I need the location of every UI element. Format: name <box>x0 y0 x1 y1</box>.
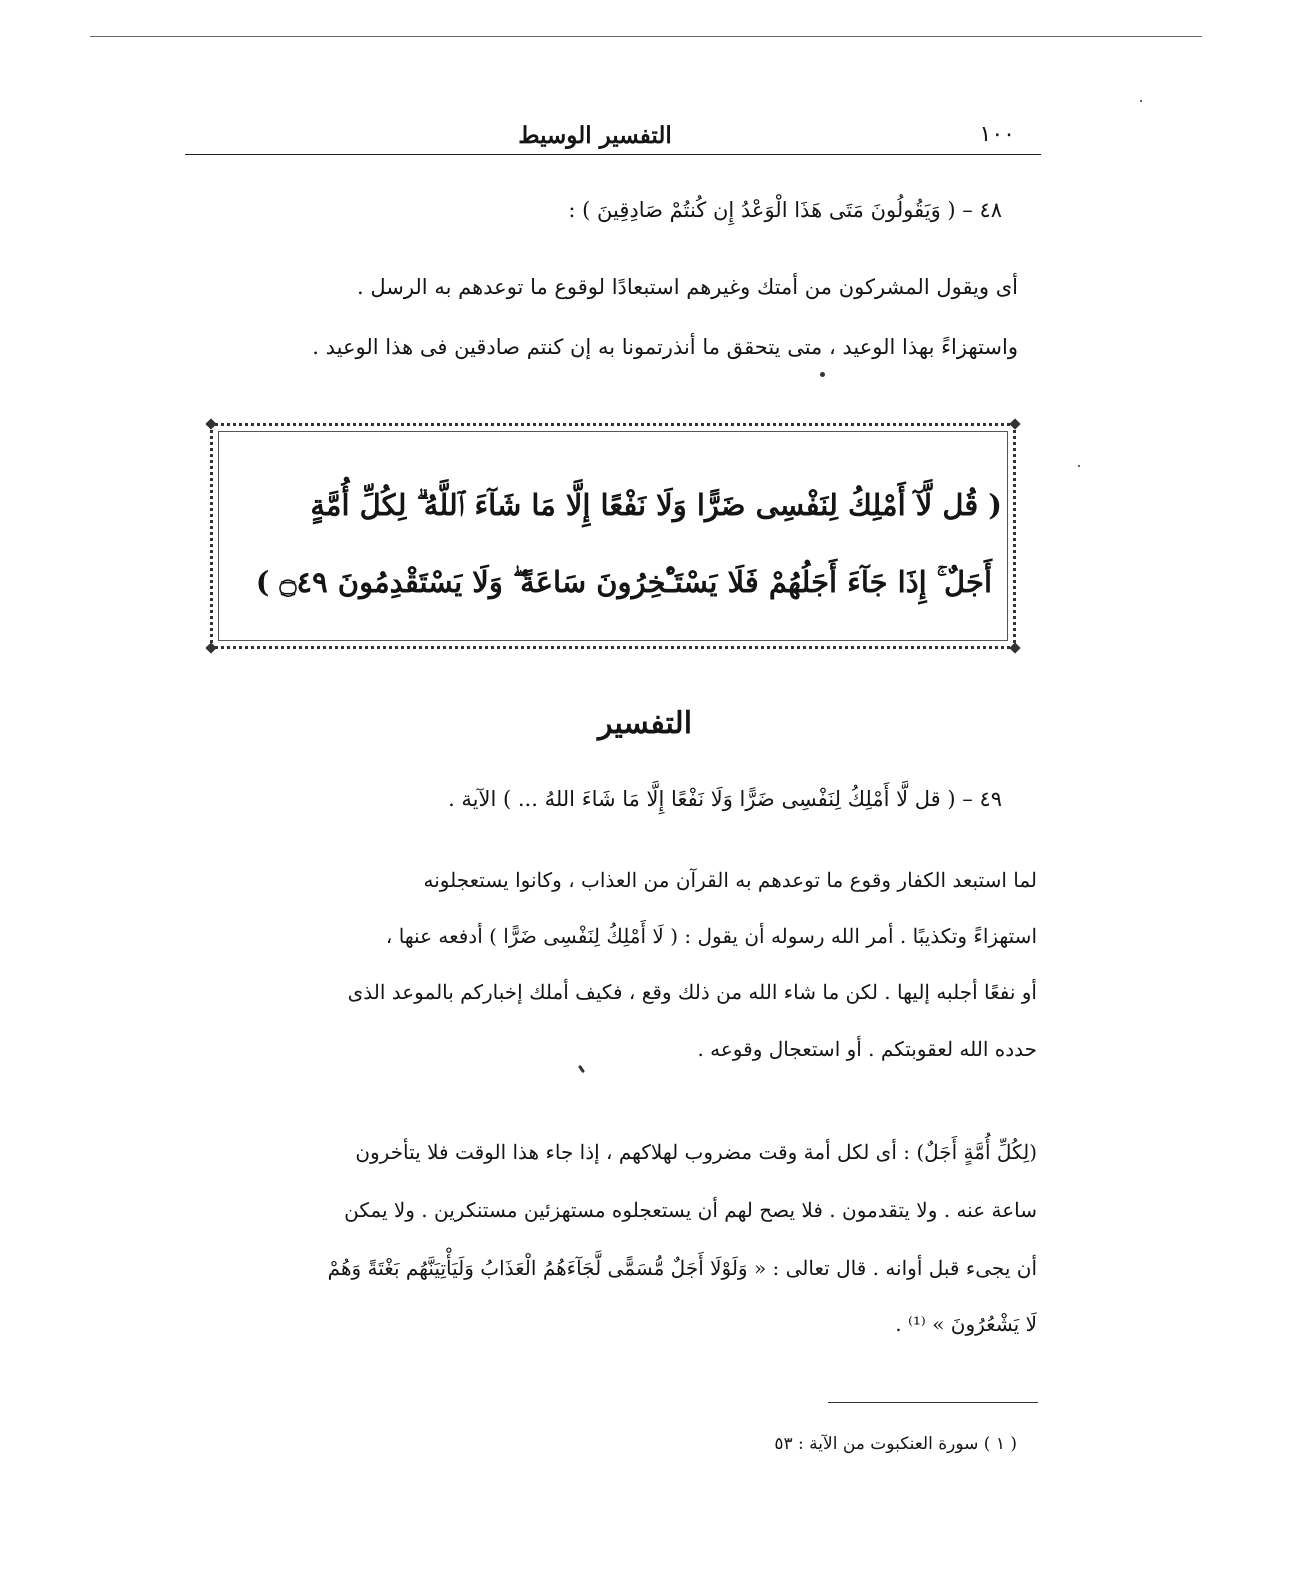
scan-speck <box>578 1065 585 1073</box>
running-title: التفسير الوسيط <box>518 122 672 149</box>
paragraph-2-line-2: ساعة عنه . ولا يتقدمون . فلا يصح لهم أن يستعجلوه مستهزئين مستنكرين . ولا يمكن <box>344 1198 1037 1222</box>
frame-corner-ornament <box>205 418 216 429</box>
verse-48-commentary-line-2: واستهزاءً بهذا الوعيد ، متى يتحقق ما أنذرتمونا به إن كنتم صادقين فى هذا الوعيد . <box>312 335 1018 359</box>
paragraph-1-line-1: لما استبعد الكفار وقوع ما توعدهم به القرآن من العذاب ، وكانوا يستعجلونه <box>423 868 1037 892</box>
page-number: ١٠٠ <box>979 122 1015 147</box>
scan-speck <box>820 372 825 377</box>
verse-48-commentary-line-1: أى ويقول المشركون من أمتك وغيرهم استبعادًا لوقوع ما توعدهم به الرسل . <box>356 275 1018 299</box>
scan-speck <box>1078 465 1080 467</box>
paragraph-2-line-1: (لِكُلِّ أُمَّةٍ أَجَلٌ) : أى لكل أمة وقت مضروب لهلاكهم ، إذا جاء هذا الوقت فلا يتأخرون <box>355 1140 1037 1164</box>
verse-48-heading: ٤٨ – ( وَيَقُولُونَ مَتَى هَذَا الْوَعْدُ إِن كُنتُمْ صَادِقِينَ ) : <box>568 198 1002 222</box>
frame-corner-ornament <box>1009 418 1020 429</box>
quran-verse-line-2: أَجَلٌ ۚ إِذَا جَآءَ أَجَلُهُمْ فَلَا يَسْتَـْٔخِرُونَ سَاعَةً ۖ وَلَا يَسْتَقْدِمُونَ ۝٤٩ ) <box>255 565 992 599</box>
top-border-line <box>90 36 1202 37</box>
paragraph-2-line-3: أن يجىء قبل أوانه . قال تعالى : « وَلَوْلَا أَجَلٌ مُّسَمًّى لَّجَآءَهُمُ الْعَذَابُ وَلَيَأْتِيَنَّهُم بَغْتَةً وَهُمْ <box>327 1256 1037 1280</box>
frame-corner-ornament <box>205 642 216 653</box>
paragraph-1-line-4: حدده الله لعقوبتكم . أو استعجال وقوعه . <box>697 1037 1037 1061</box>
section-title: التفسير <box>597 706 693 741</box>
quran-verse-frame <box>210 423 1016 649</box>
paragraph-1-line-2: استهزاءً وتكذيبًا . أمر الله رسوله أن يقول : ( لَا أَمْلِكُ لِنَفْسِى ضَرًّا ) أدفعه عنها ، <box>385 924 1037 948</box>
footnote-rule <box>828 1402 1038 1403</box>
verse-49-heading: ٤٩ – ( قل لَّا أَمْلِكُ لِنَفْسِى ضَرًّا وَلَا نَفْعًا إِلَّا مَا شَاءَ اللهُ ... ) الآية . <box>448 787 1002 811</box>
quran-verse-line-1: ( قُل لَّآ أَمْلِكُ لِنَفْسِى ضَرًّا وَلَا نَفْعًا إِلَّا مَا شَآءَ ٱللَّهُ ۗ لِكُلِّ أُمَّةٍ <box>310 488 1002 522</box>
paragraph-2-line-4: لَا يَشْعُرُونَ » ⁽¹⁾ . <box>895 1312 1037 1336</box>
frame-corner-ornament <box>1009 642 1020 653</box>
scan-speck <box>1140 100 1142 102</box>
paragraph-1-line-3: أو نفعًا أجلبه إليها . لكن ما شاء الله من ذلك وقع ، فكيف أملك إخباركم بالموعد الذى <box>347 980 1037 1004</box>
footnote: ( ١ ) سورة العنكبوت من الآية : ٥٣ <box>774 1434 1017 1454</box>
header-rule <box>185 154 1041 155</box>
